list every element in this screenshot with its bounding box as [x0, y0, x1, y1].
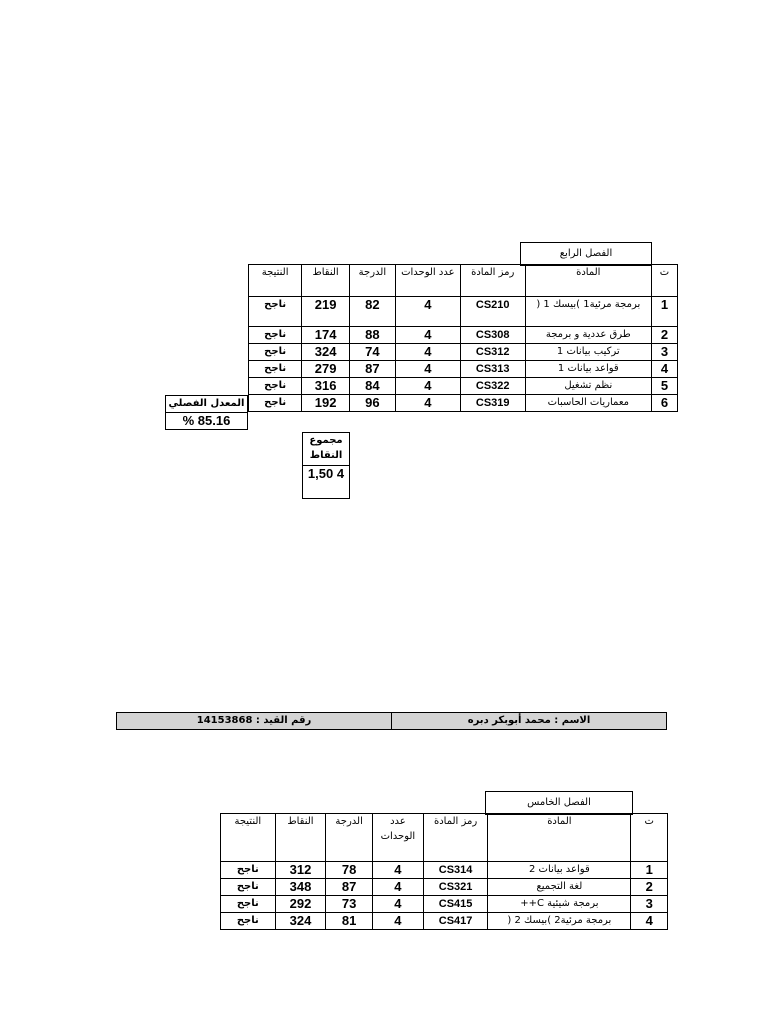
- gpa-value: % 85.16: [166, 413, 248, 430]
- row-result: ناجح: [221, 862, 276, 879]
- row-code: CS415: [423, 896, 488, 913]
- row-code: CS319: [460, 395, 525, 412]
- row-code: CS312: [460, 344, 525, 361]
- row-code: CS314: [423, 862, 488, 879]
- table-row: [249, 395, 678, 412]
- row-code: CS313: [460, 361, 525, 378]
- row-seq: 4: [651, 361, 677, 378]
- table-row: [249, 297, 678, 327]
- row-units: 4: [395, 327, 460, 344]
- header-result: النتيجة: [249, 265, 302, 297]
- row-units: 4: [373, 879, 424, 896]
- header-points: النقاط: [275, 814, 326, 862]
- total-points-value: 1,50 4: [303, 466, 350, 499]
- row-subject: نظم تشغيل: [525, 378, 651, 395]
- row-result: ناجح: [221, 913, 276, 930]
- row-result: ناجح: [249, 361, 302, 378]
- semester4-grades-table: [248, 264, 678, 412]
- row-seq: 4: [631, 913, 668, 930]
- table-row: [221, 862, 668, 879]
- table-row: [221, 879, 668, 896]
- row-subject: طرق عددية و برمجة: [525, 327, 651, 344]
- row-code: CS322: [460, 378, 525, 395]
- row-points: 219: [302, 297, 350, 327]
- row-subject: برمجة مرئية2 )بيسك 2 (: [488, 913, 631, 930]
- table-header-row: [221, 814, 668, 862]
- header-code: رمز المادة: [423, 814, 488, 862]
- gpa-label: المعدل الفصلي: [166, 396, 248, 413]
- row-points: 174: [302, 327, 350, 344]
- row-grade: 74: [349, 344, 395, 361]
- row-seq: 6: [651, 395, 677, 412]
- header-result: النتيجة: [221, 814, 276, 862]
- table-row: [249, 378, 678, 395]
- row-code: CS321: [423, 879, 488, 896]
- row-points: 316: [302, 378, 350, 395]
- table-header-row: [249, 265, 678, 297]
- table-row: [221, 913, 668, 930]
- student-name: الاسم : محمد أبوبكر دبره: [392, 713, 667, 730]
- row-seq: 1: [651, 297, 677, 327]
- header-subject: المادة: [525, 265, 651, 297]
- row-subject: قواعد بيانات 1: [525, 361, 651, 378]
- row-points: 324: [302, 344, 350, 361]
- row-seq: 3: [631, 896, 668, 913]
- row-result: ناجح: [249, 378, 302, 395]
- row-grade: 82: [349, 297, 395, 327]
- row-units: 4: [395, 395, 460, 412]
- row-units: 4: [395, 297, 460, 327]
- row-grade: 96: [349, 395, 395, 412]
- table-row: [221, 896, 668, 913]
- row-grade: 87: [326, 879, 373, 896]
- row-subject: معماريات الحاسبات: [525, 395, 651, 412]
- row-seq: 5: [651, 378, 677, 395]
- header-subject: المادة: [488, 814, 631, 862]
- row-points: 348: [275, 879, 326, 896]
- row-units: 4: [373, 862, 424, 879]
- row-result: ناجح: [221, 896, 276, 913]
- header-seq: ت: [631, 814, 668, 862]
- total-points-label: مجموع النقاط: [303, 433, 350, 466]
- student-id: رقم القيد : 14153868: [117, 713, 392, 730]
- table-row: [249, 327, 678, 344]
- row-seq: 2: [631, 879, 668, 896]
- row-units: 4: [395, 378, 460, 395]
- header-code: رمز المادة: [460, 265, 525, 297]
- header-grade: الدرجة: [349, 265, 395, 297]
- total-points-box: [302, 432, 350, 499]
- row-result: ناجح: [249, 395, 302, 412]
- header-points: النقاط: [302, 265, 350, 297]
- row-subject: تركيب بيانات 1: [525, 344, 651, 361]
- student-info-bar: [116, 712, 667, 730]
- header-grade: الدرجة: [326, 814, 373, 862]
- header-seq: ت: [651, 265, 677, 297]
- row-points: 324: [275, 913, 326, 930]
- row-units: 4: [373, 913, 424, 930]
- row-units: 4: [395, 361, 460, 378]
- row-result: ناجح: [221, 879, 276, 896]
- row-grade: 78: [326, 862, 373, 879]
- row-points: 312: [275, 862, 326, 879]
- row-grade: 88: [349, 327, 395, 344]
- row-units: 4: [373, 896, 424, 913]
- row-subject: برمجة شيئية C++: [488, 896, 631, 913]
- header-units: عدد الوحدات: [373, 814, 424, 862]
- row-grade: 87: [349, 361, 395, 378]
- row-points: 292: [275, 896, 326, 913]
- row-code: CS417: [423, 913, 488, 930]
- row-subject: لغة التجميع: [488, 879, 631, 896]
- semester5-grades-table: [220, 813, 668, 930]
- table-row: [249, 344, 678, 361]
- row-code: CS308: [460, 327, 525, 344]
- row-seq: 3: [651, 344, 677, 361]
- row-grade: 81: [326, 913, 373, 930]
- header-units: عدد الوحدات: [395, 265, 460, 297]
- semester5-title: الفصل الخامس: [485, 791, 633, 815]
- row-points: 279: [302, 361, 350, 378]
- semester-gpa-box: [165, 395, 248, 430]
- row-result: ناجح: [249, 327, 302, 344]
- row-points: 192: [302, 395, 350, 412]
- row-seq: 1: [631, 862, 668, 879]
- row-grade: 84: [349, 378, 395, 395]
- row-subject: قواعد بيانات 2: [488, 862, 631, 879]
- row-result: ناجح: [249, 297, 302, 327]
- row-units: 4: [395, 344, 460, 361]
- table-row: [249, 361, 678, 378]
- row-seq: 2: [651, 327, 677, 344]
- semester4-title: الفصل الرابع: [520, 242, 652, 266]
- row-code: CS210: [460, 297, 525, 327]
- row-result: ناجح: [249, 344, 302, 361]
- row-subject: برمجة مرئية1 )بيسك 1 (: [525, 297, 651, 327]
- row-grade: 73: [326, 896, 373, 913]
